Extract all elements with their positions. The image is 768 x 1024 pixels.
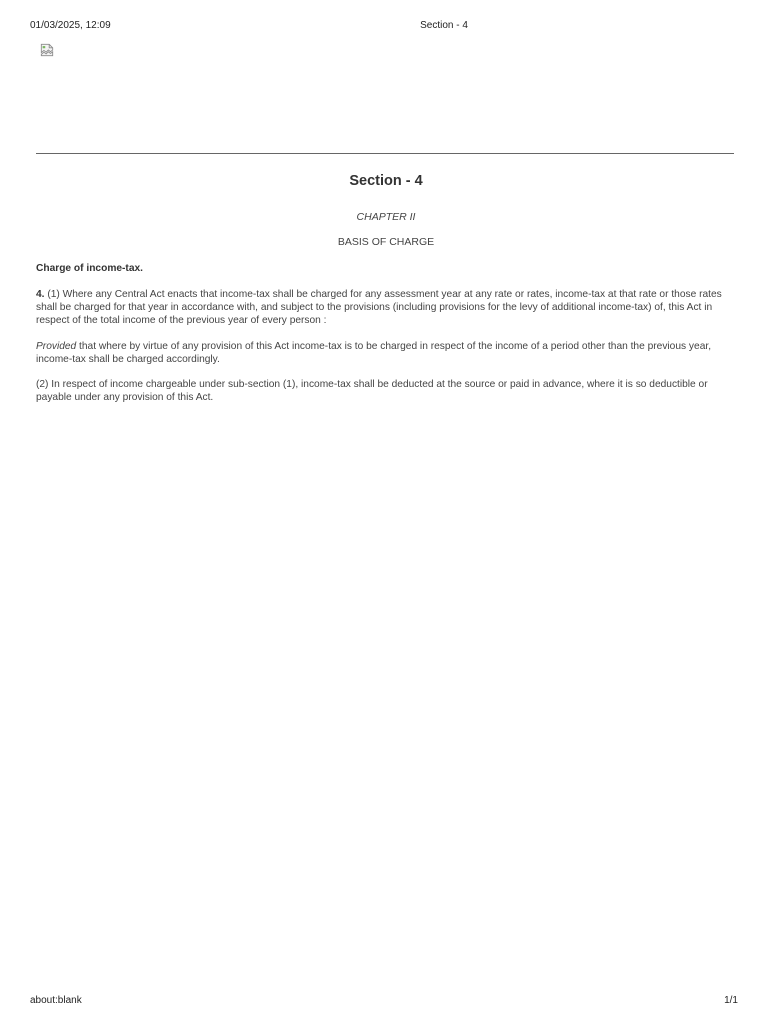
print-footer-url: about:blank [30,995,82,1006]
section-heading: Charge of income-tax. [36,263,143,274]
header-divider [36,153,734,154]
print-header-datetime: 01/03/2025, 12:09 [30,20,111,31]
paragraph-number: 4. [36,289,45,300]
basis-label: BASIS OF CHARGE [337,236,435,248]
paragraph-text: (1) Where any Central Act enacts that income-tax shall be charged for any assessment year at any rate or rates, income-tax at that rate or those rates shall be charged for that year in accordance with, and subject to the provisions (including provisions for the levy of additional income-tax) of, this Act in respect of the total income of the previous year of every person : [36,289,722,327]
document-body [36,170,736,404]
broken-image-icon [40,43,54,57]
print-header-title: Section - 4 [420,20,468,31]
section-title: Section - 4 [349,173,423,189]
paragraph-2 [36,340,736,366]
paragraph-text: that where by virtue of any provision of this Act income-tax is to be charged in respect of the income of a period other than the previous year, income-tax shall be charged accordingly. [36,340,712,365]
chapter-label: CHAPTER II [356,211,416,223]
paragraph-text: (2) In respect of income chargeable under sub-section (1), income-tax shall be deducted at the source or paid in advance, where it is so deductible or payable under any provision of this Act. [36,379,708,404]
paragraph-1 [36,288,736,328]
print-footer-page-number: 1/1 [724,995,738,1006]
proviso-lead: Provided [36,340,77,352]
paragraph-3 [36,378,736,404]
